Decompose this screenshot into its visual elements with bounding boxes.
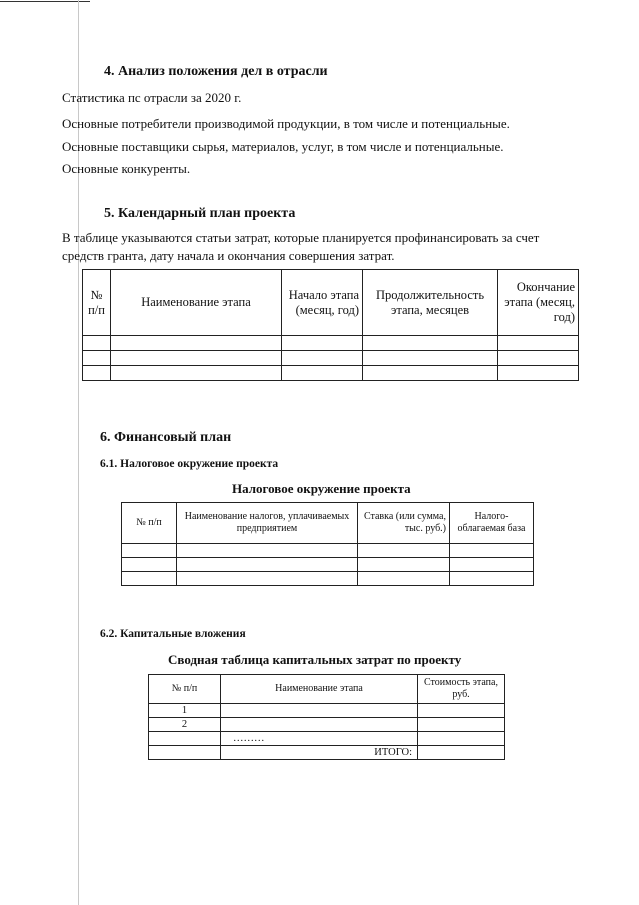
tax-environment-table	[121, 502, 534, 586]
section-4-paragraph-2: Основные потребители производимой продукции, в том числе и потенциальные.	[62, 116, 510, 131]
tax-environment-body	[122, 544, 534, 586]
header-stage-name: Наименование этапа	[221, 675, 418, 704]
table-row	[83, 336, 579, 351]
section-4-paragraph-3: Основные поставщики сырья, материалов, услуг, в том числе и потенциальные.	[62, 139, 504, 154]
table-cell	[282, 351, 363, 366]
table-row	[149, 746, 505, 760]
table-cell	[122, 572, 177, 586]
tax-header-row	[122, 503, 534, 544]
table-row	[149, 704, 505, 718]
table-cell	[177, 558, 358, 572]
table-cell	[498, 366, 579, 381]
table-cell	[450, 572, 534, 586]
section-6-2-heading: 6.2. Капитальные вложения	[100, 628, 246, 640]
table-cell	[149, 746, 221, 760]
capital-expenses-table	[148, 674, 505, 760]
table-cell	[418, 732, 505, 746]
table-row	[122, 558, 534, 572]
section-5-paragraph-line-1: В таблице указываются статьи затрат, которые планируется профинансировать за счет	[62, 230, 540, 245]
table-cell	[83, 366, 111, 381]
table-row	[83, 366, 579, 381]
section-4-paragraph-4: Основные конкуренты.	[62, 161, 191, 176]
header-stage-duration: Продолжительность этапа, месяцев	[363, 270, 498, 336]
section-6-heading: 6. Финансовый план	[100, 430, 232, 445]
table-row	[83, 351, 579, 366]
table-cell	[221, 704, 418, 718]
header-tax-name: Наименование налогов, уплачиваемых предприятием	[177, 503, 358, 544]
calendar-plan-table	[82, 269, 579, 381]
capital-table-title: Сводная таблица капитальных затрат по проекту	[168, 652, 462, 667]
table-cell	[358, 558, 450, 572]
table-cell	[177, 572, 358, 586]
table-cell	[122, 544, 177, 558]
table-cell: 1	[149, 704, 221, 718]
table-cell	[83, 336, 111, 351]
table-cell	[111, 351, 282, 366]
table-cell	[418, 704, 505, 718]
table-cell: ………	[221, 732, 418, 746]
table-row	[122, 572, 534, 586]
table-cell	[498, 351, 579, 366]
table-cell	[363, 366, 498, 381]
table-cell	[450, 544, 534, 558]
table-row	[149, 732, 505, 746]
table-cell	[450, 558, 534, 572]
header-stage-start: Начало этапа (месяц, год)	[282, 270, 363, 336]
table-cell	[282, 366, 363, 381]
header-number: № п/п	[83, 270, 111, 336]
table-cell: 2	[149, 718, 221, 732]
table-cell	[122, 558, 177, 572]
section-6-1-heading: 6.1. Налоговое окружение проекта	[100, 458, 279, 470]
table-cell	[418, 746, 505, 760]
section-5-heading: 5. Календарный план проекта	[104, 206, 296, 221]
section-4-paragraph-1: Статистика пс отрасли за 2020 г.	[62, 90, 242, 105]
header-tax-base: Налого-облагаемая база	[450, 503, 534, 544]
calendar-plan-header-row	[83, 270, 579, 336]
scan-margin-line	[78, 0, 79, 905]
capital-expenses-body	[149, 704, 505, 760]
header-stage-cost: Стоимость этапа, руб.	[418, 675, 505, 704]
table-cell	[498, 336, 579, 351]
table-cell	[111, 336, 282, 351]
header-tax-rate: Ставка (или сумма, тыс. руб.)	[358, 503, 450, 544]
table-cell: ИТОГО:	[221, 746, 418, 760]
table-cell	[282, 336, 363, 351]
table-cell	[149, 732, 221, 746]
table-cell	[358, 572, 450, 586]
table-cell	[418, 718, 505, 732]
header-number: № п/п	[149, 675, 221, 704]
table-row	[122, 544, 534, 558]
scan-top-rule	[0, 1, 90, 2]
table-cell	[177, 544, 358, 558]
header-stage-end: Окончание этапа (месяц, год)	[498, 270, 579, 336]
table-cell	[363, 336, 498, 351]
table-cell	[83, 351, 111, 366]
table-cell	[363, 351, 498, 366]
table-cell	[111, 366, 282, 381]
header-number: № п/п	[122, 503, 177, 544]
table-cell	[221, 718, 418, 732]
section-4-heading: 4. Анализ положения дел в отрасли	[104, 64, 328, 79]
table-row	[149, 718, 505, 732]
table-cell	[358, 544, 450, 558]
header-stage-name: Наименование этапа	[111, 270, 282, 336]
calendar-plan-body	[83, 336, 579, 381]
tax-table-title: Налоговое окружение проекта	[232, 481, 411, 496]
capital-header-row	[149, 675, 505, 704]
section-5-paragraph-line-2: средств гранта, дату начала и окончания совершения затрат.	[62, 248, 395, 263]
